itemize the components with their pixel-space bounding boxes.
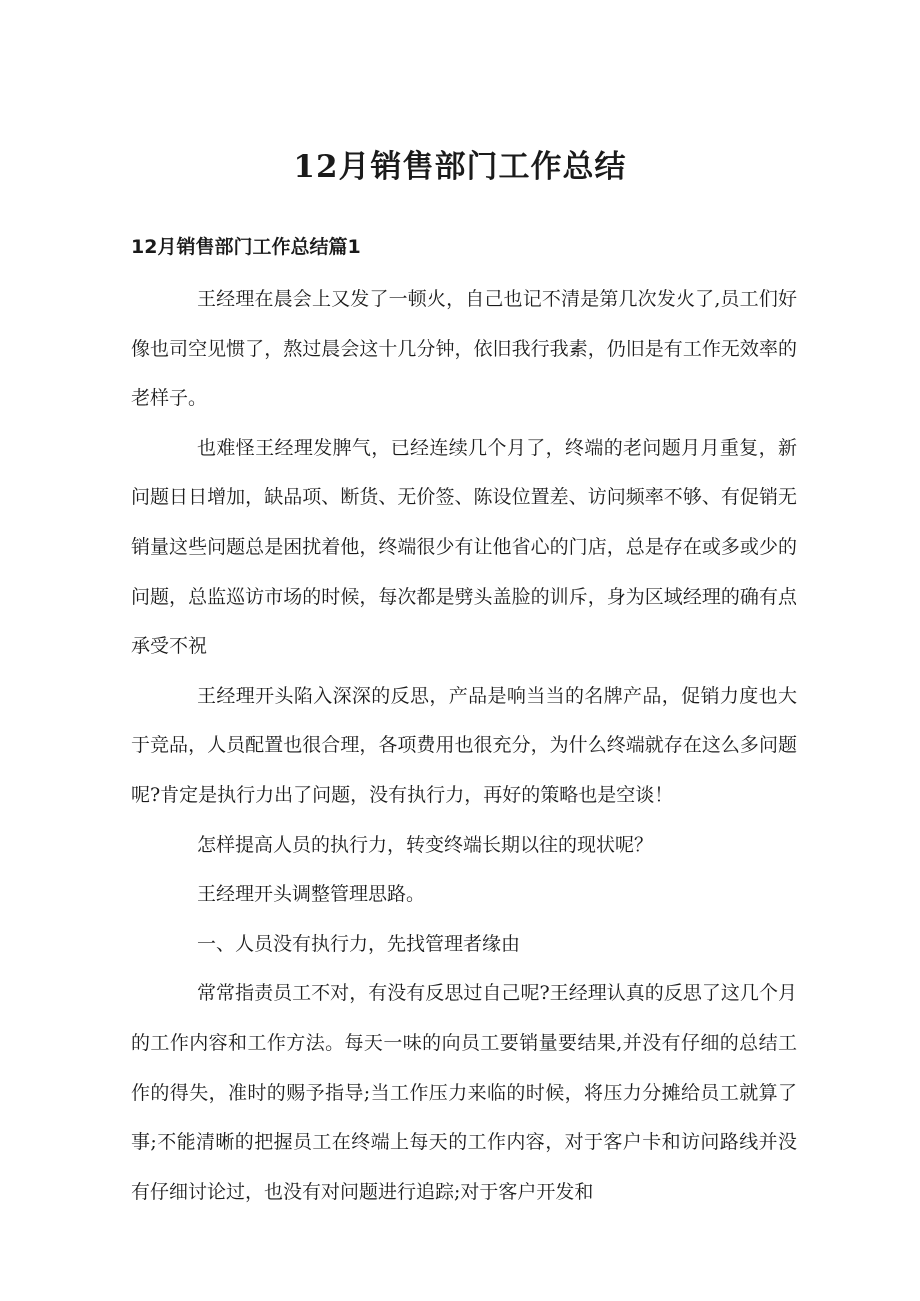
document-title: 12月销售部门工作总结 <box>293 149 627 185</box>
paragraph: 王经理开头陷入深深的反思，产品是响当当的名牌产品，促销力度也大于竞品，人员配置也很合理，各项费用也很充分，为什么终端就存在这么多问题呢?肯定是执行力出了问题，没有执行力，再好的策略也是空谈！ <box>131 684 797 806</box>
paragraph: 常常指责员工不对，有没有反思过自己呢?王经理认真的反思了这几个月的工作内容和工作方法。每天一味的向员工要销量要结果,并没有仔细的总结工作的得失，准时的赐予指导;当工作压力来临的时候，将压力分摊给员工就算了事;不能清晰的把握员工在终端上每天的工作内容，对于客户卡和访问路线并没有仔细讨论过，也没有对问题进行追踪;对于客户开发和 <box>131 982 797 1203</box>
paragraph: 怎样提高人员的执行力，转变终端长期以往的现状呢？ <box>197 833 654 856</box>
paragraph: 也难怪王经理发脾气，已经连续几个月了，终端的老问题月月重复，新问题日日增加，缺品项、断货、无价签、陈设位置差、访问频率不够、有促销无销量这些问题总是困扰着他，终端很少有让他省心的门店，总是存在或多或少的问题，总监巡访市场的时候，每次都是劈头盖脸的训斥，身为区域经理的确有点承受不祝 <box>131 436 797 658</box>
paragraph: 王经理在晨会上又发了一顿火，自己也记不清是第几次发火了,员工们好像也司空见惯了，熬过晨会这十几分钟，依旧我行我素，仍旧是有工作无效率的老样子。 <box>131 288 797 410</box>
paragraph: 一、人员没有执行力，先找管理者缘由 <box>197 932 521 955</box>
document-body <box>131 275 797 1217</box>
section-heading: 12月销售部门工作总结篇1 <box>131 236 361 258</box>
paragraph: 王经理开头调整管理思路。 <box>197 883 426 906</box>
